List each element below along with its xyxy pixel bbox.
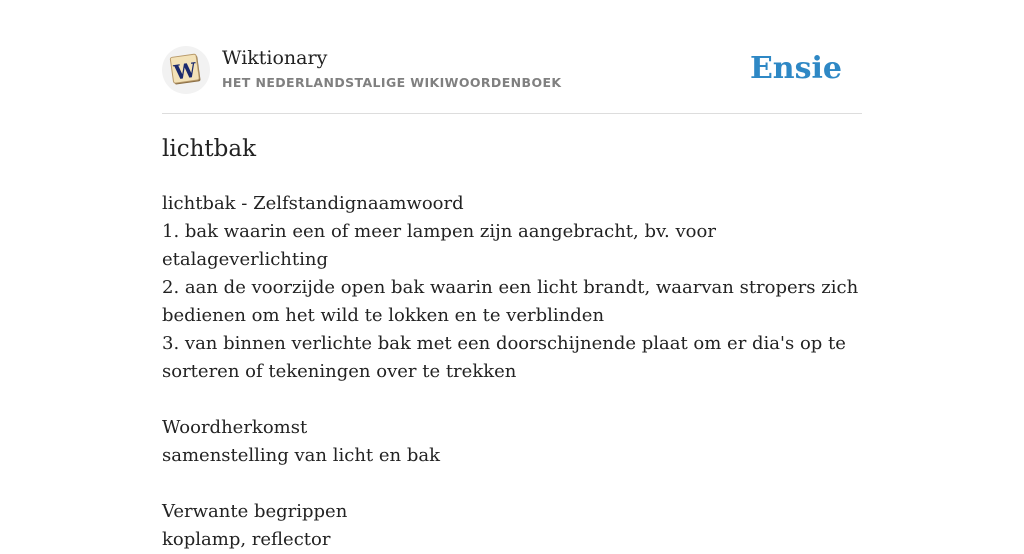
site-name[interactable]: Wiktionary xyxy=(222,47,328,69)
definition-line: 1. bak waarin een of meer lampen zijn aangebracht, bv. voor etalageverlichting xyxy=(162,221,716,270)
definition-line: sorteren of tekeningen over te trekken xyxy=(162,361,517,382)
etymology-heading: Woordherkomst xyxy=(162,417,308,438)
definition-line: bedienen om het wild te lokken en te verblinden xyxy=(162,305,605,326)
blank-line xyxy=(162,386,862,414)
ensie-logo-link[interactable]: Ensie xyxy=(749,51,842,86)
related-terms-text: koplamp, reflector xyxy=(162,529,331,550)
site-tagline: HET NEDERLANDSTALIGE WIKIWOORDENBOEK xyxy=(222,75,562,90)
wiktionary-tile-icon xyxy=(162,46,210,94)
svg-text:W: W xyxy=(172,57,198,85)
blank-line xyxy=(162,470,862,498)
content-card xyxy=(162,0,862,550)
related-terms-heading: Verwante begrippen xyxy=(162,501,348,522)
definition-line: 2. aan de voorzijde open bak waarin een licht brandt, waarvan stropers zich xyxy=(162,277,859,298)
wiktionary-logo xyxy=(162,46,210,94)
entry-definition xyxy=(162,190,862,554)
site-header xyxy=(162,46,862,96)
etymology-text: samenstelling van licht en bak xyxy=(162,445,440,466)
entry-title: lichtbak xyxy=(162,136,257,162)
definition-line: 3. van binnen verlichte bak met een doorschijnende plaat om er dia's op te xyxy=(162,333,846,354)
header-divider xyxy=(162,113,862,114)
definition-line: lichtbak - Zelfstandignaamwoord xyxy=(162,193,464,214)
